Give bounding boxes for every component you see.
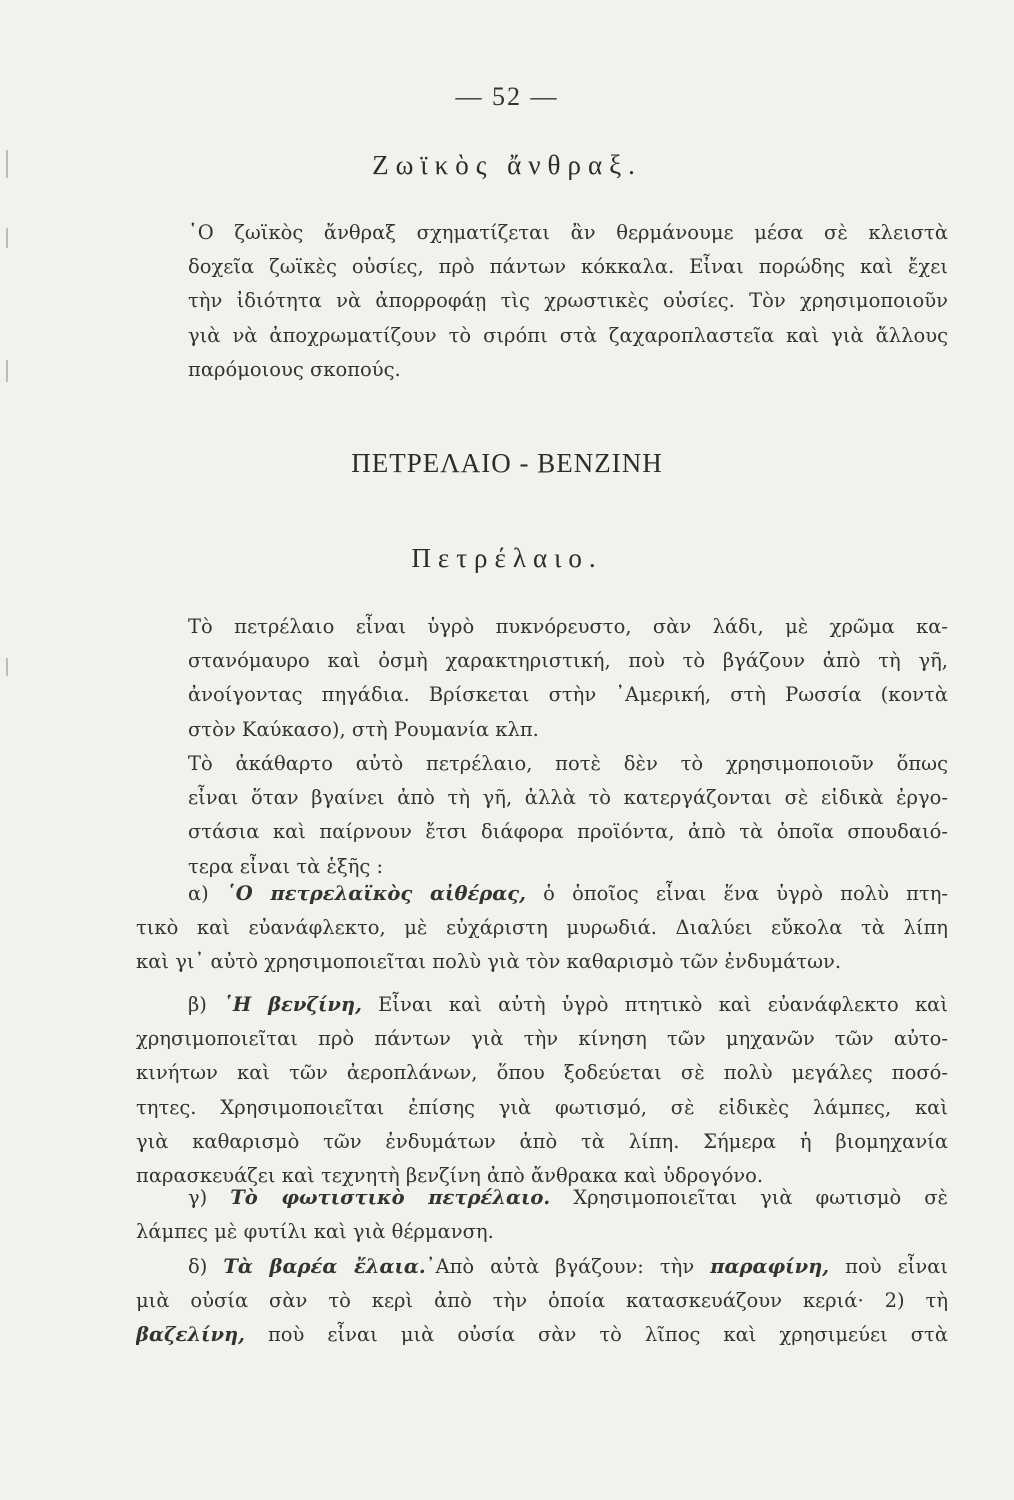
text-line: [136, 1318, 948, 1352]
paragraph-akatharto-petrelaio: [136, 747, 948, 884]
item-prefix: γ): [188, 1186, 208, 1209]
term-parafini: παραφίνη,: [710, 1255, 830, 1278]
item-prefix: α): [188, 882, 209, 905]
text-line: παρασκευάζει καὶ τεχνητὴ βενζίνη ἀπὸ ἄνθρακα καὶ ὑδρογόνο.: [136, 1164, 764, 1188]
term-petrelaikos-aitheras: ῾Ο πετρελαϊκὸς αἰθέρας,: [226, 882, 526, 905]
term-varea-elaia: Τὰ βαρέα ἔλαια.: [223, 1255, 426, 1278]
scan-margin-mark: [6, 658, 8, 676]
list-item-d-varea-elaia: [136, 1250, 948, 1353]
text-line: παρόμοιους σκοπούς.: [188, 357, 401, 381]
text-line: τητες. Χρησιμοποιεῖται ἐπίσης γιὰ φωτισμό, σὲ εἰδικὲς λάμπες, καὶ: [136, 1095, 948, 1119]
text-line: ῾Ο ζωϊκὸς ἄνθραξ σχηματίζεται ἂν θερμάνουμε μέσα σὲ κλειστὰ: [188, 221, 948, 244]
text-line: καὶ γι᾿ αὐτὸ χρησιμοποιεῖται πολὺ γιὰ τὸν καθαρισμὸ τῶν ἐνδυμάτων.: [136, 950, 842, 974]
term-venzini: ῾Η βενζίνη,: [223, 993, 362, 1016]
paragraph-petrelaio-intro: [136, 610, 948, 747]
text-line: τὴν ἰδιότητα νὰ ἀπορροφάῃ τὶς χρωστικὲς οὐσίες. Τὸν χρησιμοποιοῦν: [188, 289, 948, 313]
text-fragment: Χρησιμοποιεῖται γιὰ φωτισμὸ σὲ: [573, 1186, 948, 1209]
item-prefix: δ): [188, 1255, 208, 1278]
text-line: στανόμαυρο καὶ ὀσμὴ χαρακτηριστική, ποὺ τὸ βγάζουν ἀπὸ τὴ γῆ,: [188, 649, 948, 673]
list-item-b-venzini: [136, 988, 948, 1193]
scan-margin-mark: [6, 228, 8, 248]
text-line: [136, 1181, 948, 1215]
text-line: λάμπες μὲ φυτίλι καὶ γιὰ θέρμανση.: [136, 1220, 494, 1244]
list-item-a-petrelaikos-aitheras: [136, 877, 948, 980]
text-line: τικὸ καὶ εὐανάφλεκτο, μὲ εὐχάριστη μυρωδιά. Διαλύει εὔκολα τὰ λίπη: [136, 916, 948, 940]
term-vazelini: βαζελίνη,: [136, 1323, 245, 1347]
section-title-petrelaio: Πετρέλαιο.: [411, 543, 603, 573]
text-line: μιὰ οὐσία σὰν τὸ κερὶ ἀπὸ τὴν ὁποία κατασκευάζουν κεριά· 2) τὴ: [136, 1289, 948, 1313]
text-fragment: ποὺ εἶναι: [845, 1255, 948, 1278]
text-line: [136, 877, 948, 911]
text-fragment: Εἶναι καὶ αὐτὴ ὑγρὸ πτητικὸ καὶ εὐανάφλεκτο καὶ: [378, 993, 948, 1016]
term-fotistiko-petrelaio: Τὸ φωτιστικὸ πετρέλαιο.: [230, 1186, 551, 1209]
text-line: [136, 988, 948, 1022]
chapter-title-petrelaio-venzini: ΠΕΤΡΕΛΑΙΟ - ΒΕΝΖΙΝΗ: [351, 448, 663, 478]
item-prefix: β): [188, 993, 207, 1016]
text-line: Τὸ πετρέλαιο εἶναι ὑγρὸ πυκνόρευστο, σὰν λάδι, μὲ χρῶμα κα-: [188, 615, 948, 638]
page-number: — 52 —: [455, 82, 559, 111]
text-line: στάσια καὶ παίρνουν ἔτσι διάφορα προϊόντα, ἀπὸ τὰ ὁποῖα σπουδαιό-: [188, 820, 948, 844]
text-line: Τὸ ἀκάθαρτο αὐτὸ πετρέλαιο, ποτὲ δὲν τὸ χρησιμοποιοῦν ὅπως: [188, 752, 948, 775]
text-line: εἶναι ὅταν βγαίνει ἀπὸ τὴ γῆ, ἀλλὰ τὸ κατεργάζονται σὲ εἰδικὰ ἐργο-: [188, 786, 948, 810]
text-fragment: ᾿Απὸ αὐτὰ βγάζουν: τὴν: [425, 1255, 695, 1278]
text-line: χρησιμοποιεῖται πρὸ πάντων γιὰ τὴν κίνηση τῶν μηχανῶν τῶν αὐτο-: [136, 1027, 948, 1051]
paragraph-zoikos-anthrax: [136, 216, 948, 387]
scan-margin-mark: [6, 360, 8, 382]
text-line: τερα εἶναι τὰ ἑξῆς :: [188, 854, 384, 878]
list-item-c-fotistiko-petrelaio: [136, 1181, 948, 1249]
text-line: στὸν Καύκασο), στὴ Ρουμανία κλπ.: [188, 717, 539, 741]
text-line: ἀνοίγοντας πηγάδια. Βρίσκεται στὴν ᾿Αμερική, στὴ Ρωσσία (κοντὰ: [188, 683, 948, 707]
text-line: δοχεῖα ζωϊκὲς οὐσίες, πρὸ πάντων κόκκαλα. Εἶναι πορώδης καὶ ἔχει: [188, 255, 948, 279]
section-title-zoikos-anthrax: Ζωϊκὸς ἄνθραξ.: [372, 150, 642, 180]
text-line: [136, 1250, 948, 1284]
text-line: γιὰ νὰ ἀποχρωματίζουν τὸ σιρόπι στὰ ζαχαροπλαστεῖα καὶ γιὰ ἄλλους: [188, 323, 948, 347]
text-line: γιὰ καθαρισμὸ τῶν ἐνδυμάτων ἀπὸ τὰ λίπη. Σήμερα ἡ βιομηχανία: [136, 1129, 948, 1153]
text-line: κινήτων καὶ τῶν ἀεροπλάνων, ὅπου ξοδεύεται σὲ πολὺ μεγάλες ποσό-: [136, 1061, 948, 1085]
text-fragment: ποὺ εἶναι μιὰ οὐσία σὰν τὸ λῖπος καὶ χρησιμεύει στὰ: [267, 1323, 948, 1347]
text-fragment: ὁ ὁποῖος εἶναι ἕνα ὑγρὸ πολὺ πτη-: [543, 882, 948, 905]
